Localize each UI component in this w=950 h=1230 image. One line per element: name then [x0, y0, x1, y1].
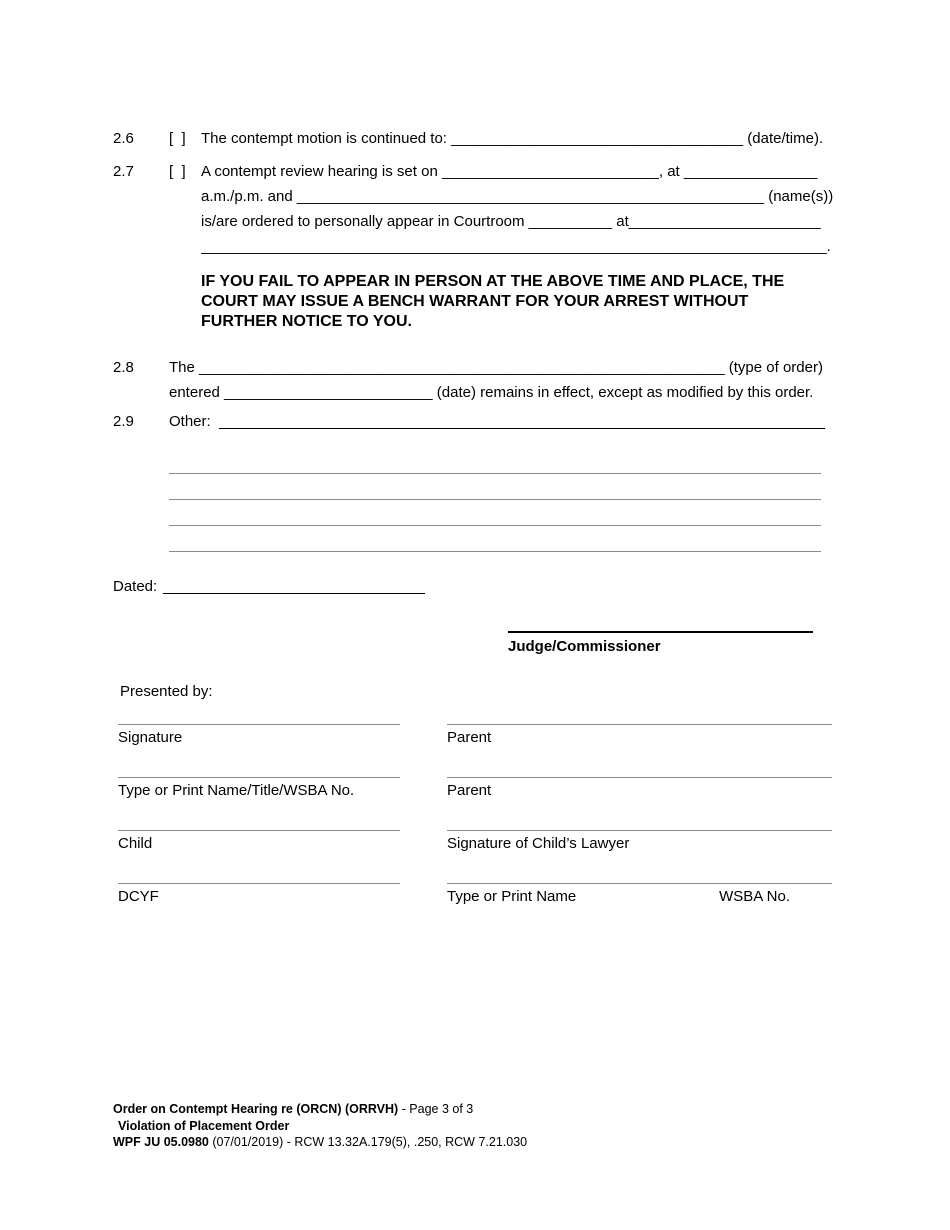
form-citation: (07/01/2019) - RCW 13.32A.179(5), .250, RCW 7.21.030: [208, 1135, 528, 1149]
blank-line: [169, 500, 821, 526]
blank-line: [163, 593, 425, 594]
form-number: WPF JU 05.0980: [113, 1135, 209, 1149]
form-subtitle: Violation of Placement Order: [118, 1118, 290, 1133]
checkbox: [ ]: [169, 130, 186, 147]
presented-by-label: Presented by:: [120, 683, 213, 700]
form-text-line: a.m./p.m. and ________________________________________________________ (name(s)): [201, 188, 834, 205]
signature-line: [118, 768, 400, 778]
signature-line: [447, 768, 832, 778]
footer-line-1: [113, 1101, 527, 1118]
dated-label: Dated:: [113, 578, 158, 595]
blank-line: [169, 526, 821, 552]
section-2-8: [113, 355, 837, 405]
section-2-7: [113, 159, 837, 345]
signature-row: [118, 768, 837, 800]
signature-line: [447, 715, 832, 725]
page-footer: [113, 1101, 527, 1151]
form-text-line: ___________________________________________________________________________.: [201, 238, 831, 255]
warning-line: FURTHER NOTICE TO YOU.: [201, 313, 412, 330]
signature-label: Parent: [447, 729, 492, 746]
warning-line: IF YOU FAIL TO APPEAR IN PERSON AT THE ABOVE TIME AND PLACE, THE: [201, 273, 785, 290]
other-label: Other:: [169, 413, 211, 430]
signature-label: Parent: [447, 782, 492, 799]
warning-line: COURT MAY ISSUE A BENCH WARRANT FOR YOUR ARREST WITHOUT: [201, 293, 749, 310]
judge-signature-block: [508, 631, 813, 656]
section-number: 2.9: [113, 413, 134, 430]
form-text-line: The contempt motion is continued to: ___________________________________ (date/time).: [201, 130, 824, 147]
signature-label: DCYF: [118, 888, 159, 905]
signature-label: Child: [118, 835, 153, 852]
section-number: 2.8: [113, 359, 134, 376]
form-text-line: A contempt review hearing is set on __________________________, at ________________: [201, 163, 818, 180]
signature-line: [447, 821, 832, 831]
form-title: Order on Contempt Hearing re (ORCN) (ORRVH): [113, 1102, 399, 1116]
dated-row: [113, 574, 837, 599]
form-body: [113, 126, 837, 927]
form-text-line: is/are ordered to personally appear in Courtroom __________ at_______________________: [201, 213, 821, 230]
signature-row: [118, 715, 837, 747]
checkbox: [ ]: [169, 163, 186, 180]
signature-line: [118, 821, 400, 831]
signature-row: [118, 874, 837, 906]
signature-line: [118, 715, 400, 725]
signature-row: [118, 821, 837, 853]
signature-label: Type or Print Name: [447, 888, 577, 905]
form-text-line: entered _________________________ (date) remains in effect, except as modified by this order.: [169, 384, 814, 401]
bench-warrant-warning: [201, 272, 837, 332]
blank-line: [219, 428, 825, 429]
section-2-6: [113, 126, 837, 151]
signature-label: Signature of Child’s Lawyer: [447, 835, 630, 852]
signature-line: [447, 874, 832, 884]
form-text-line: The _______________________________________________________________ (type of order): [169, 359, 823, 376]
blank-line: [169, 474, 821, 500]
signature-grid: [118, 715, 837, 906]
footer-line-3: [113, 1134, 527, 1151]
blank-line: [169, 448, 821, 474]
page-number: - Page 3 of 3: [398, 1102, 474, 1116]
signature-line: [118, 874, 400, 884]
section-number: 2.6: [113, 130, 134, 147]
signature-label: Signature: [118, 729, 183, 746]
section-2-9: [113, 409, 837, 552]
wsba-no-label: WSBA No.: [719, 888, 790, 905]
judge-commissioner-label: Judge/Commissioner: [508, 638, 661, 655]
signature-label: Type or Print Name/Title/WSBA No.: [118, 782, 355, 799]
section-number: 2.7: [113, 163, 134, 180]
